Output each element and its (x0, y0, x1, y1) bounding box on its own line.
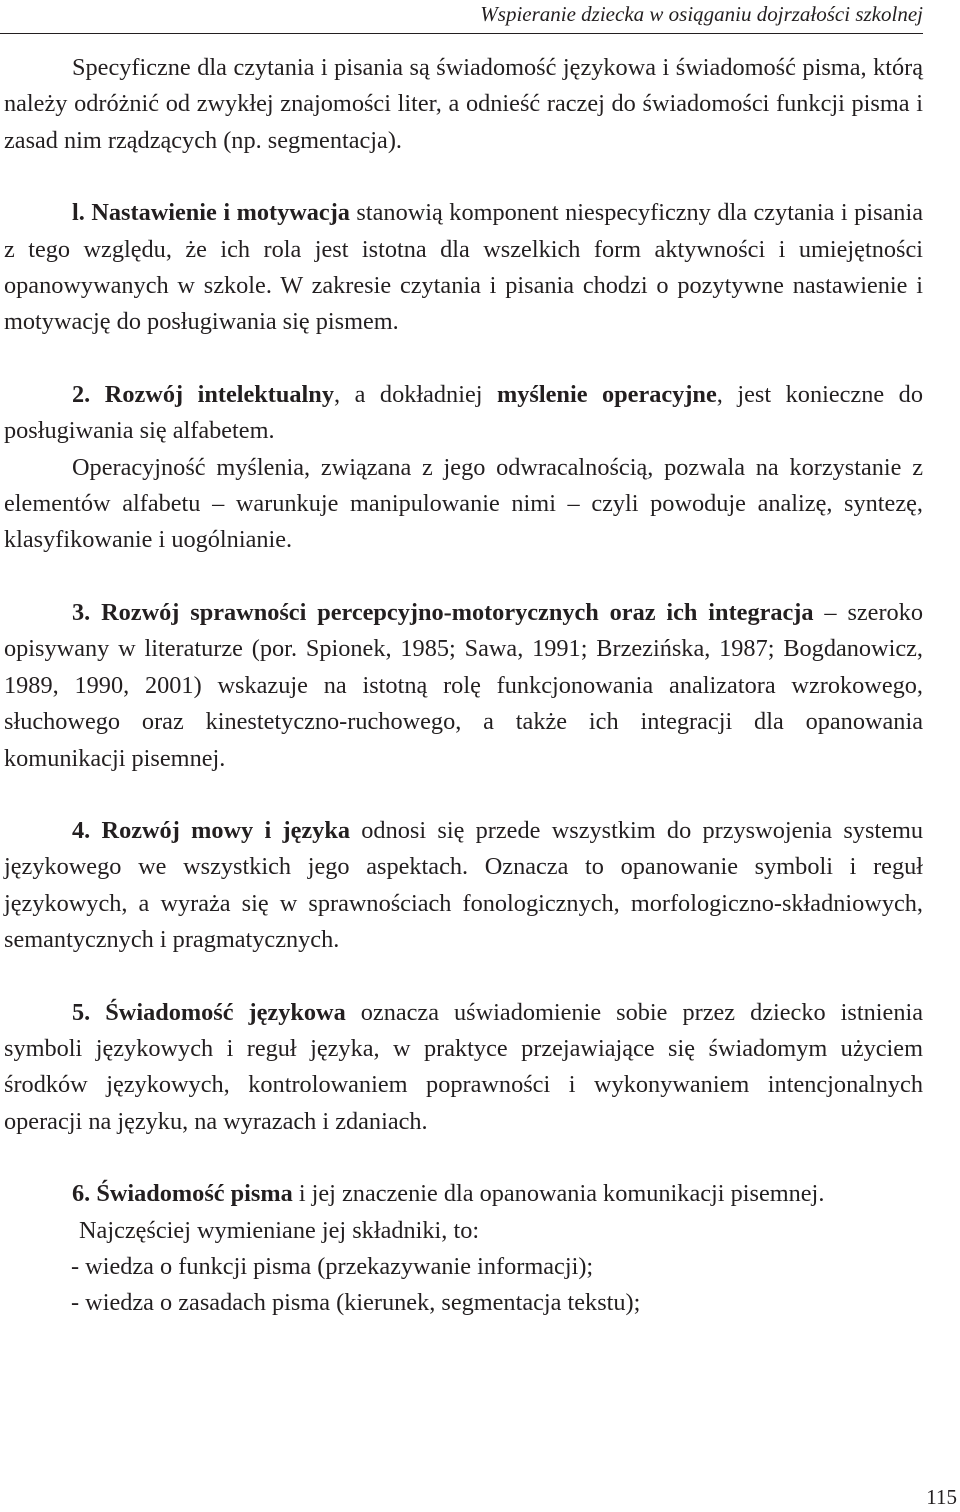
list-item: - wiedza o funkcji pisma (przekazywanie informacji); (71, 1252, 594, 1280)
item-4-text: odnosi się przede wszystkim do przyswojenia systemu językowego we wszystkich jego aspektach. Oznacza to opanowanie symboli i reguł językowych, a wyraża się w sprawnościach fonologicznych, morfologiczno-składniowych, semantycznych i pragmatycznych. (4, 816, 923, 954)
body-text (4, 50, 923, 1322)
item-2-text-a: , a dokładniej (333, 380, 498, 408)
intro-paragraph: Specyficzne dla czytania i pisania są świadomość językowa i świadomość pisma, którą należy odróżnić od zwykłej znajomości liter, a odnieść raczej do świadomości funkcji pisma i zasad nim rządzących (np. segmentacja). (4, 54, 923, 154)
item-3-number: 3. (72, 598, 91, 626)
item-1-heading: Nastawienie i motywacja (91, 199, 350, 227)
list-intro: Najczęściej wymieniane jej składniki, to: (79, 1216, 480, 1244)
item-2-heading: Rozwój intelektualny (104, 380, 334, 408)
item-3-heading: Rozwój sprawności percepcyjno-motorycznych oraz ich integracja (101, 598, 814, 626)
item-6-text: i jej znaczenie dla opanowania komunikacji pisemnej. (292, 1180, 825, 1208)
item-5-heading: Świadomość językowa (105, 998, 346, 1026)
item-1-text: stanowią komponent niespecyficzny dla czytania i pisania z tego względu, że ich rola jest istotna dla wszelkich form aktywności i umiejętności opanowywanych w szkole. W zakresie czytania i pisania chodzi o pozytywne nastawienie i motywację do posługiwania się pismem. (4, 199, 923, 336)
item-5-paragraph (4, 995, 923, 1141)
item-1-number: l. (72, 199, 85, 227)
item-2-number: 2. (72, 380, 91, 408)
item-5-text: oznacza uświadomienie sobie przez dziecko istnienia symboli językowych i reguł języka, w praktyce przejawiające się świadomym użyciem środków językowych, kontrolowaniem poprawności i wykonywaniem intencjonalnych operacji na języku, na wyrazach i zdaniach. (4, 998, 923, 1135)
list-item: - wiedza o zasadach pisma (kierunek, segmentacja tekstu); (71, 1289, 641, 1317)
item-2-text-b: , jest konieczne do posługiwania się alfabetem. (4, 380, 923, 445)
item-1-paragraph (4, 195, 923, 341)
item-6-paragraph (4, 1176, 923, 1212)
page-number: 115 (926, 1485, 957, 1509)
item-6-number: 6. (72, 1180, 91, 1208)
item-5-number: 5. (72, 998, 91, 1026)
item-6-heading: Świadomość pisma (96, 1180, 293, 1208)
item-4-paragraph (4, 813, 923, 959)
running-header: Wspieranie dziecka w osiąganiu dojrzałości szkolnej (480, 2, 923, 26)
item-4-heading: Rozwój mowy i języka (101, 816, 350, 844)
header-rule (0, 33, 923, 34)
item-2-continuation: Operacyjność myślenia, związana z jego odwracalnością, pozwala na korzystanie z elementów alfabetu – warunkuje manipulowanie nimi – czyli powoduje analizę, syntezę, klasyfikowanie i uogólnianie. (4, 453, 923, 554)
item-3-text: – szeroko opisywany w literaturze (por. Spionek, 1985; Sawa, 1991; Brzezińska, 1987; Bogdanowicz, 1989, 1990, 2001) wskazuje na istotną rolę funkcjonowania analizatora wzrokowego, słuchowego oraz kinestetyczno-ruchowego, a także ich integracji dla opanowania komunikacji pisemnej. (4, 598, 924, 772)
item-2-heading-b: myślenie operacyjne (497, 380, 717, 408)
item-2-paragraph (4, 377, 923, 450)
item-4-number: 4. (72, 816, 91, 844)
item-3-paragraph (4, 595, 923, 777)
